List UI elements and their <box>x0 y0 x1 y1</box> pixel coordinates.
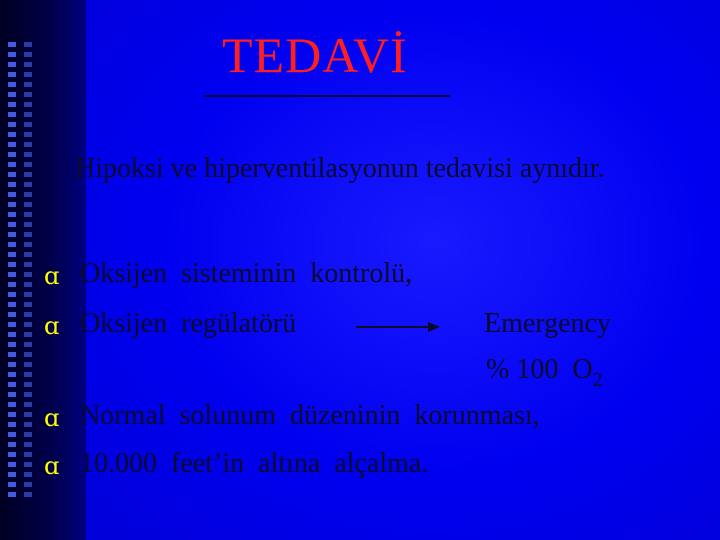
bullet-icon: ɑ <box>44 404 60 432</box>
bullet-icon: ɑ <box>44 262 60 290</box>
oxygen-percentage <box>486 354 603 391</box>
emergency-label: Emergency <box>484 308 611 339</box>
oxygen-subscript: 2 <box>592 369 603 391</box>
bullet-icon: ɑ <box>44 452 60 480</box>
oxygen-percent-text: % 100 O <box>486 354 593 385</box>
bullet-text: Oksijen sisteminin kontrolü, <box>80 258 413 289</box>
bullet-icon: ɑ <box>44 312 60 340</box>
dot-pattern <box>8 42 16 502</box>
bullet-text: 10.000 feet’in altına alçalma. <box>80 448 429 479</box>
left-decorative-bar <box>0 0 86 540</box>
intro-paragraph: Hipoksi ve hiperventilasyonun tedavisi aynıdır. <box>75 153 605 184</box>
slide-title: TEDAVİ <box>222 27 408 83</box>
bullet-text: Normal solunum düzeninin korunması, <box>80 400 540 431</box>
title-underline <box>204 95 450 97</box>
bullet-text: Oksijen regülatörü <box>80 308 297 339</box>
dot-pattern <box>24 42 32 502</box>
right-arrow-icon <box>356 321 440 333</box>
